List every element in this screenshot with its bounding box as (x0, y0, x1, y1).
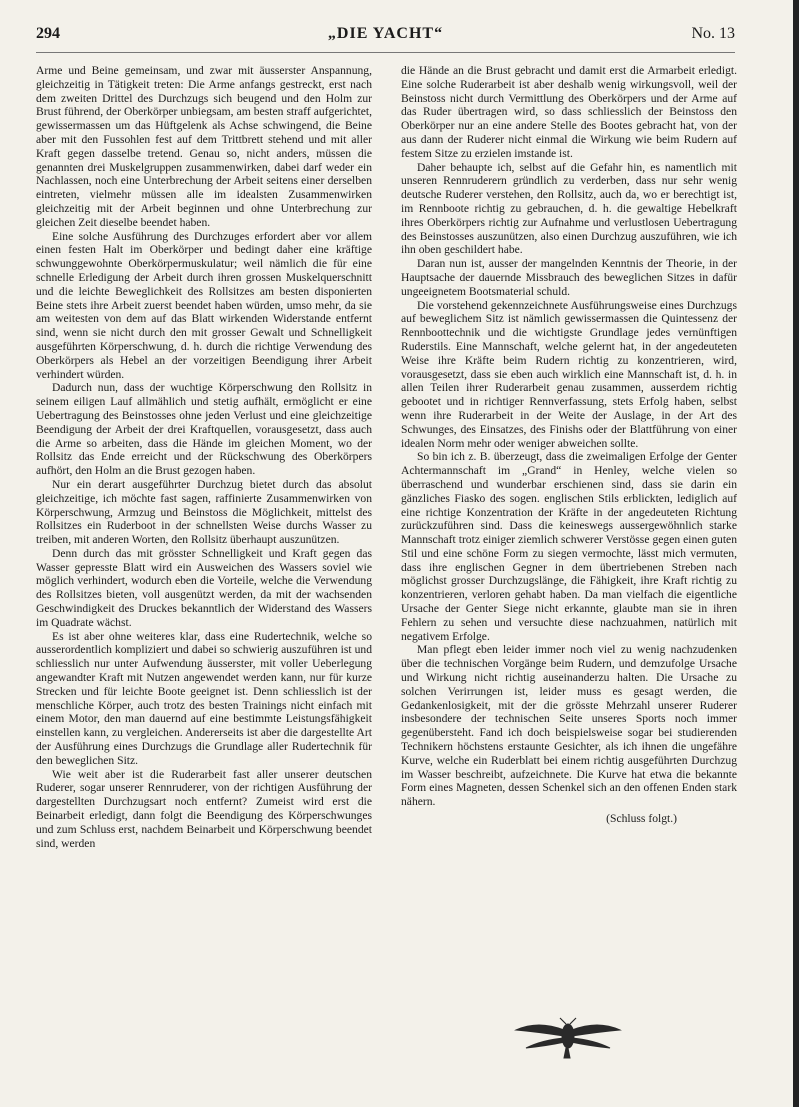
paragraph: Es ist aber ohne weiteres klar, dass eine Rudertechnik, welche so ausserordentlich kompliziert und dabei so schwierig auszuführen ist und schliesslich nur unter Aufwendung äusserster, mit voller Ueberlegung angewandter Kraft mit Nutzen angewendet werden kann, nur für kurze Strecken und für leichte Boote geeignet ist. Denn schliesslich ist der menschliche Körper, auch trotz des besten Trainings nicht einfach mit einem Motor, den man dauernd auf eine bestimmte Leistungsfähigkeit einstellen kann, zu vergleichen. Andererseits ist aber die dargestellte Art der Ausführung eines Durchzugs die Grundlage aller Rudertechnik für den beweglichen Sitz. (36, 629, 372, 767)
scan-edge (793, 0, 799, 1107)
paragraph: Daran nun ist, ausser der mangelnden Kenntnis der Theorie, in der Hauptsache der dauernde Missbrauch des beweglichen Sitzes in dafür ungeeignetem Bootsmaterial schuld. (401, 257, 737, 298)
continuation-note: (Schluss folgt.) (606, 812, 677, 826)
paragraph: Daher behaupte ich, selbst auf die Gefahr hin, es namentlich mit unseren Rennruderern gründlich zu verderben, dass nur sehr wenig deutsche Ruderer verstehen, den Rollsitz, auch da, wo er berechtigt ist, im Rennboote richtig zu gebrauchen, d. h. die gewaltige Hebelkraft ihres Oberkörpers richtig zur Aufnahme und verlustlosen Uebertragung des Beinstosses auszunützen, also einen Durchzug auszuführen, wie ich ihn oben geschildert habe. (401, 160, 737, 257)
paragraph: Denn durch das mit grösster Schnelligkeit und Kraft gegen das Wasser gepresste Blatt wird ein Ausweichen des Wassers soviel wie möglich verhindert, wodurch eben die Vorteile, welche die Verwendung des Rollsitzes bieten, voll ausgenützt werden, da mit der wachsenden Geschwindigkeit des Druckes bekanntlich der Widerstand des Wassers im Quadrate wächst. (36, 546, 372, 629)
issue-number: No. 13 (691, 25, 735, 42)
paragraph: Die vorstehend gekennzeichnete Ausführungsweise eines Durchzugs auf beweglichem Sitz ist nämlich gewissermassen die Quintessenz der Rennboottechnik und die wichtigste Grundlage jedes vernünftigen Ruderstils. Eine Mannschaft, welche gelernt hat, in der angedeuteten Weise ihre Kräfte beim Rudern richtig zu konzentrieren, wird, vorausgesetzt, dass sie eben auch wirklich eine Mannschaft ist, d. h. in allen Teilen ihrer Ruderarbeit genau zusammen, ausserdem richtig gebootet und in richtiger Rennverfassung, stets Erfolg haben, selbst wenn ihre Ruderarbeit in der Weite der Auslage, in der Art des Schwunges, des Einsatzes, des Finishs oder der Blattführung von einer idealen Norm mehr oder weniger abweichen sollte. (401, 298, 737, 450)
paragraph: Man pflegt eben leider immer noch viel zu wenig nachzudenken über die technischen Vorgänge beim Rudern, und demzufolge Ursache und Wirkung nicht richtig auseinanderzu halten. Die Ursache zu solchen Verirrungen ist, leider muss es gesagt werden, die Gedankenlosigkeit, mit der die grösste Mehrzahl unserer Ruderer insbesondere der technischen Seite unseres Sports noch immer gegenübersteht. Fand ich doch beispielsweise sogar bei studierenden Technikern höchstens erstaunte Gesichter, als ich ihnen die ungefähre Kurve, welche ein Ruderblatt bei einem richtig ausgeführten Durchzug im Wasser beschreibt, aufzeichnete. Die Kurve hat etwa die bekannte Form eines Magneten, dessen Schenkel sich an den offenen Enden stark nähern. (401, 643, 737, 809)
paragraph: Eine solche Ausführung des Durchzuges erfordert aber vor allem einen festen Halt im Oberkörper und bedingt daher eine kräftige schwunggewohnte Oberkörpermuskulatur; weil nämlich die für eine schnelle Erledigung der Arbeit durch ihren grossen Muskelquerschnitt und die leichte Beweglichkeit des Rollsitzes am besten disponierten Beine stets ihre Arbeit zuerst beendet haben würden, umso mehr, da sie am weitesten von dem auf das Blatt wirkenden Widerstande entfernt sind, wenn sie nicht durch den mit grosser Gewalt und Schnelligkeit ausgeführten Körperschwung, d. h. durch die richtige Verwendung des Oberkörpers als Hebel an der vorzeitigen Beendigung ihrer Arbeit verhindert würden. (36, 229, 372, 381)
paragraph: So bin ich z. B. überzeugt, dass die zweimaligen Erfolge der Genter Achtermannschaft im „Grand“ in Henley, welche vielen so überraschend und wunderbar erschienen sind, dass sie darin ein gänzliches Fiasko des sogen. englischen Stils erblickten, lediglich auf eine richtige Konzentration der Kräfte in der angedeuteten Richtung zurückzuführen sind. Dass die keineswegs aussergewöhnlich starke Mannschaft trotz einiger ziemlich schwerer Verstösse gegen einen guten Stil und eine schöne Form zu siegen vermochte, lässt mich vermuten, dass ihre englischen Gegner in dem übertriebenen Streben nach möglichst grosser Durchzugslänge, die Fähigkeit, ihre Kraft richtig zu konzentrieren, verloren gehabt haben. Da man vielfach die eigentliche Ursache der Genter Siege nicht erkannte, glaubte man sie in ihren Fehlern zu sehen und versuchte diese nachzuahmen, natürlich mit negativem Erfolge. (401, 450, 737, 643)
insect-ornament-icon (508, 1016, 628, 1060)
page-header (36, 22, 735, 53)
paragraph: Nur ein derart ausgeführter Durchzug bietet durch das absolut gleichzeitige, ich möchte fast sagen, raffinierte Zusammenwirken von Körperschwung, Armzug und Beinstoss die Möglichkeit, mittelst des Rollsitzes ein Ruderboot in der schnellsten Weise durchs Wasser zu treiben, mit anderen Worten, den Rollsitz überhaupt auszunützen. (36, 477, 372, 547)
paragraph: die Hände an die Brust gebracht und damit erst die Armarbeit erledigt. Eine solche Ruderarbeit ist aber deshalb wenig wirkungsvoll, weil der Beinstoss nicht durch Vermittlung des Oberkörpers und der Arme auf das Ruder übertragen wird, so dass schliesslich der Beinstoss den Oberkörper nur an eine andere Stelle des Bootes gebracht hat, von der aus dann der Ruderer nicht einmal die Wirkung wie beim Rudern auf festem Sitze zu erzielen imstande ist. (401, 64, 737, 160)
right-text-column (401, 64, 737, 826)
paragraph: Dadurch nun, dass der wuchtige Körperschwung den Rollsitz in seinem eiligen Lauf allmählich und stetig aufhält, ermöglicht er eine Uebertragung des Beinstosses ohne jeden Verlust und eine gleichzeitige Beendigung der Arbeit der drei Kraftquellen, vorausgesetzt, dass auch die Arme so arbeiten, dass die Hände im gleichen Moment, wo der Rollsitz das Ende erreicht und der Rückschwung des Oberkörpers aufhört, den Holm an die Brust gezogen haben. (36, 381, 372, 478)
left-text-column (36, 64, 372, 850)
paragraph: Wie weit aber ist die Ruderarbeit fast aller unserer deutschen Ruderer, sogar unserer Rennruderer, von der richtigen Ausführung der dargestellten Durchzugsart noch entfernt? Zumeist wird erst die Beinarbeit erledigt, dann folgt die Beendigung des Körperschwunges und zum Schluss erst, nachdem Beinarbeit und Körperschwung beendet sind, werden (36, 767, 372, 850)
journal-title: „DIE YACHT“ (327, 25, 444, 42)
page-number: 294 (36, 25, 60, 42)
paragraph: Arme und Beine gemeinsam, und zwar mit äusserster Anspannung, gleichzeitig in Tätigkeit treten: Die Arme anfangs gestreckt, erst nach dem zweiten Drittel des Durchzugs sich beugend und den Holm zur Brust führend, der Oberkörper unbiegsam, am besten straff aufgerichtet, gewissermassen um das Hüftgelenk als Achse schwingend, die Beine aber mit den Fussohlen fest auf dem Trittbrett stehend und mit aller Kraft gegen dasselbe tretend. Genau so, nicht anders, müssen die genannten drei Muskelgruppen zusammenwirken, dabei darf weder ein Nachlassen, noch eine Unterbrechung der Arbeit seitens einer derselben eintreten, vielmehr müssen alle im idealsten Zusammenwirken gleichzeitig mit der Arbeit beginnen und ohne Unterbrechung zur gleichen Zeit dieselbe beendet haben. (36, 64, 372, 229)
